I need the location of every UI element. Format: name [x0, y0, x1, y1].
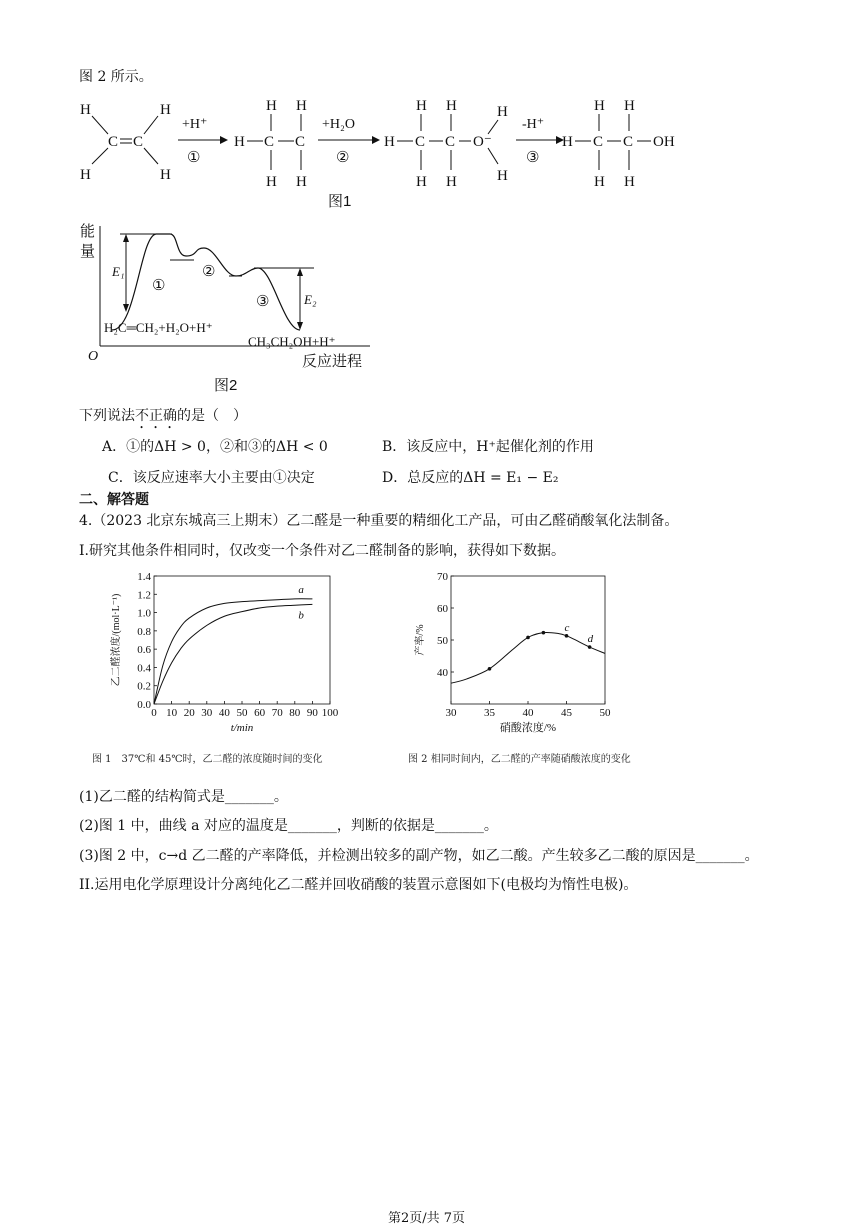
- sub-question-3: (3)图 2 中，c→d 乙二醛的产率降低，并检测出较多的副产物，如乙二酸。产生较多乙二酸的原因是_______。: [79, 848, 759, 864]
- y-axis-label: 能: [80, 223, 96, 240]
- y-axis-label: 量: [80, 243, 96, 260]
- y-tick-label: 70: [437, 571, 448, 583]
- section-heading: 二、解答题: [79, 491, 149, 507]
- part-ii-text: II.运用电化学原理设计分离纯化乙二醛并回收硝酸的装置示意图如下(电极均为惰性电极)。: [79, 877, 638, 893]
- series-line-b: [154, 604, 312, 704]
- step-number: ②: [336, 150, 350, 166]
- reaction-arrow-2: [318, 117, 380, 166]
- reagent-label: +H₂O: [322, 117, 355, 132]
- atom-c: C: [108, 134, 119, 150]
- option-c: C．该反应速率大小主要由①决定: [108, 470, 315, 486]
- x-tick-label: 80: [289, 707, 301, 719]
- point-label: c: [564, 621, 570, 634]
- question-stem: 下列说法不正确的是（ ）: [79, 408, 247, 424]
- data-point: [542, 631, 546, 635]
- x-tick-label: 90: [306, 707, 318, 719]
- svg-text:H: H: [446, 174, 457, 190]
- chart-1-glyoxal-concentration: [100, 565, 350, 735]
- part-i-text: I.研究其他条件相同时，仅改变一个条件对乙二醛制备的影响，获得如下数据。: [79, 543, 565, 559]
- step-2-label: ②: [202, 264, 216, 280]
- y-tick-label: 0.2: [137, 680, 151, 693]
- x-tick-label: 30: [201, 707, 213, 719]
- x-axis-label: 硝酸浓度/%: [499, 722, 557, 734]
- series-line-yield: [451, 632, 605, 683]
- data-point: [588, 645, 592, 649]
- ethanol-structure: [562, 98, 675, 190]
- step-number: ③: [526, 150, 540, 166]
- svg-text:H: H: [562, 134, 573, 150]
- svg-text:O⁻: O⁻: [473, 134, 492, 150]
- option-a: A．①的ΔH > 0，②和③的ΔH < 0: [102, 439, 328, 455]
- x-tick-label: 45: [561, 707, 572, 719]
- atom-h: H: [160, 102, 171, 118]
- y-axis-label: 产率/%: [415, 624, 426, 656]
- y-tick-label: 1.2: [137, 589, 151, 602]
- svg-text:H: H: [296, 174, 307, 190]
- x-axis-label: t/min: [230, 722, 254, 734]
- step-1-label: ①: [152, 278, 166, 294]
- reaction-arrow-3: [516, 117, 564, 166]
- svg-text:H: H: [384, 134, 395, 150]
- series-label: b: [298, 609, 304, 622]
- origin-label: O: [88, 349, 99, 364]
- x-tick-label: 100: [321, 707, 339, 719]
- step-number: ①: [187, 150, 201, 166]
- atom-c: C: [133, 134, 144, 150]
- y-axis-label: 乙二醛浓度/(mol·L⁻¹): [111, 593, 122, 687]
- data-point: [526, 636, 530, 640]
- e2-label: E₂: [304, 292, 317, 307]
- svg-text:C: C: [295, 134, 306, 150]
- atom-h: H: [80, 167, 91, 183]
- svg-text:H: H: [266, 174, 277, 190]
- series-line-a: [154, 599, 312, 704]
- chart-1-caption: 图 1 37℃和 45℃时，乙二醛的浓度随时间的变化: [92, 754, 323, 765]
- x-tick-label: 20: [183, 707, 195, 719]
- svg-text:H: H: [234, 134, 245, 150]
- products-label: CH₃CH₂OH+H⁺: [248, 334, 336, 349]
- svg-text:C: C: [264, 134, 275, 150]
- x-axis-label: 反应进程: [302, 353, 363, 370]
- svg-text:H: H: [296, 98, 307, 114]
- svg-text:H: H: [497, 168, 508, 184]
- question-4-stem: 4.（2023 北京东城高三上期末）乙二醛是一种重要的精细化工产品，可由乙醛硝酸氧化法制备。: [79, 513, 679, 529]
- svg-text:H: H: [594, 174, 605, 190]
- svg-text:H: H: [416, 174, 427, 190]
- x-tick-label: 50: [236, 707, 248, 719]
- page-footer: 第2页/共 7页: [388, 1211, 466, 1226]
- chart-2-glyoxal-yield: [405, 565, 630, 735]
- e1-label: E₁: [112, 264, 125, 279]
- y-tick-label: 0.0: [137, 699, 151, 711]
- svg-text:H: H: [416, 98, 427, 114]
- x-tick-label: 0: [151, 707, 157, 719]
- reaction-arrow-1: [178, 117, 228, 166]
- x-tick-label: 50: [599, 707, 611, 719]
- atom-h: H: [160, 167, 171, 183]
- energy-curve: [112, 234, 300, 330]
- x-tick-label: 70: [271, 707, 283, 719]
- svg-text:H: H: [446, 98, 457, 114]
- y-tick-label: 1.0: [137, 607, 151, 620]
- x-tick-label: 30: [445, 707, 457, 719]
- y-tick-label: 50: [437, 635, 448, 647]
- intro-text: 图 2 所示。: [79, 69, 153, 85]
- y-tick-label: 40: [437, 667, 448, 679]
- y-tick-label: 60: [437, 603, 448, 615]
- y-tick-label: 0.8: [137, 625, 151, 638]
- carbocation-structure: [234, 98, 307, 190]
- chart-2-caption: 图 2 相同时间内，乙二醛的产率随硝酸浓度的变化: [408, 754, 631, 765]
- svg-text:C: C: [415, 134, 426, 150]
- x-tick-label: 35: [484, 707, 495, 719]
- step-3-label: ③: [256, 294, 270, 310]
- x-tick-label: 10: [166, 707, 178, 719]
- x-tick-label: 40: [218, 707, 230, 719]
- svg-text:H: H: [497, 104, 508, 120]
- data-point: [488, 667, 492, 671]
- plot-frame: [451, 576, 605, 704]
- svg-text:C: C: [623, 134, 634, 150]
- y-tick-label: 0.4: [137, 662, 151, 675]
- series-label: a: [298, 583, 304, 596]
- figure-1-caption: 图1: [328, 193, 352, 210]
- svg-text:OH: OH: [653, 134, 675, 150]
- figure-2-caption: 图2: [214, 377, 238, 394]
- svg-text:H: H: [594, 98, 605, 114]
- x-tick-label: 60: [254, 707, 266, 719]
- sub-question-1: (1)乙二醛的结构简式是_______。: [79, 789, 288, 805]
- oxonium-structure: [384, 98, 508, 190]
- atom-h: H: [80, 102, 91, 118]
- svg-text:H: H: [266, 98, 277, 114]
- data-point: [565, 634, 569, 638]
- option-d: D．总反应的ΔH = E₁ − E₂: [382, 470, 559, 486]
- option-b: B．该反应中，H⁺起催化剂的作用: [382, 439, 594, 455]
- svg-text:H: H: [624, 98, 635, 114]
- figure-2-energy-diagram: [74, 218, 394, 396]
- sub-question-2: (2)图 1 中，曲线 a 对应的温度是_______，判断的依据是_______。: [79, 818, 498, 834]
- point-label: d: [587, 633, 594, 646]
- ethylene-structure: [80, 102, 171, 183]
- emphasis-text: 不正确: [135, 408, 177, 424]
- figure-1-mechanism: [70, 94, 710, 212]
- reagent-label: -H⁺: [522, 117, 545, 132]
- reagent-label: +H⁺: [182, 117, 208, 132]
- svg-text:C: C: [593, 134, 604, 150]
- reactants-label: H₂C═CH₂+H₂O+H⁺: [104, 320, 213, 335]
- y-tick-label: 1.4: [137, 571, 151, 583]
- y-tick-label: 0.6: [137, 644, 151, 657]
- x-tick-label: 40: [522, 707, 534, 719]
- svg-text:C: C: [445, 134, 456, 150]
- svg-text:H: H: [624, 174, 635, 190]
